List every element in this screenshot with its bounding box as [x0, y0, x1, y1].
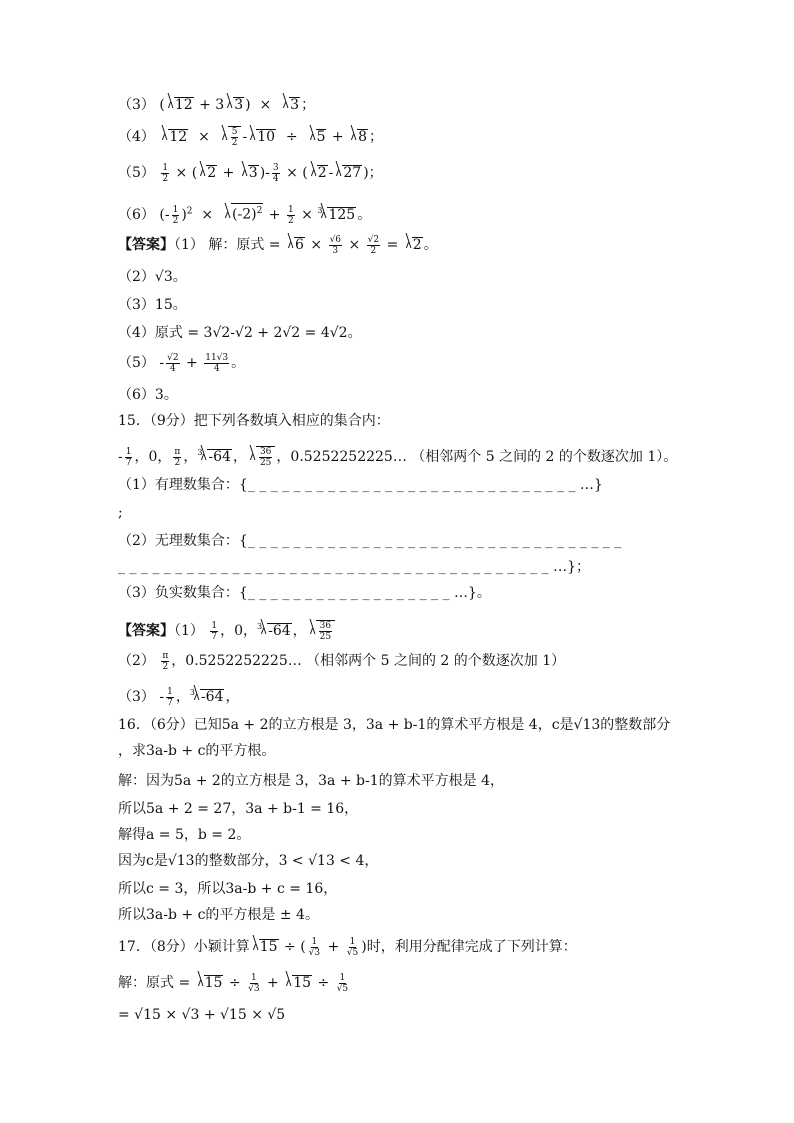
- answer-number: （2）: [118, 269, 155, 285]
- solution-16-step3: 解得a = 5，b = 2。: [118, 827, 251, 843]
- set-number: （1）: [118, 477, 155, 493]
- set-rational: [118, 472, 603, 498]
- answer-text: √3。: [154, 269, 187, 285]
- rational-set-blank[interactable]: _ _ _ _ _ _ _ _ _ _ _ _ _ _ _ _ _ _ _ _ _ _ _ _ _ _ _ _ _ …}: [247, 477, 603, 493]
- solution-16-step4: 因为c是√13的整数部分，3 < √13 < 4，: [118, 853, 379, 869]
- question-15-title: 15．（9分）把下列各数填入相应的集合内：: [118, 413, 390, 429]
- solution-16-step1: 解：因为5a + 2的立方根是 3，3a + b-1的算术平方根是 4，: [118, 773, 504, 789]
- problem-number: （5）: [118, 165, 155, 181]
- answer-15-1: 【答案】（1） $\frac{1}{7}$ ，0，$^3$ -64 ， $\frac{36}{25}$: [118, 614, 336, 640]
- problem-3: （3） ( 12 + 3 3 ) × 3 ；: [118, 92, 315, 118]
- problem-number: （6）: [118, 207, 155, 223]
- set-irrational-cont[interactable]: _ _ _ _ _ _ _ _ _ _ _ _ _ _ _ _ _ _ _ _ _ _ _ _ _ _ _ _ _ _ _ _ _ _ _ _ _ _ …}；: [118, 559, 591, 575]
- problem-5: （5） $\frac{1}{2}$ × ( 2 + 3 )- $\frac{3}{4}$ × ( 2 - 27 )；: [118, 160, 383, 186]
- answer-14-6: [118, 382, 178, 408]
- problem-number: （4）: [118, 129, 155, 145]
- solution-16-step5: 所以c = 3，所以3a-b + c = 16，: [118, 881, 338, 897]
- answer-14-4: [118, 320, 362, 346]
- solution-17-step1: 解：原式 = 15 ÷ $\frac{1}{√3}$ + 15 ÷ $\frac{1}{√5}$: [118, 970, 351, 996]
- set-label: 无理数集合：{: [154, 533, 248, 549]
- answer-14-1: 【答案】（1） 解：原式 = 6 × $\frac{√6}{3}$ × $\frac{√2}{2}$ = 2 。: [118, 232, 438, 258]
- solution-text: 解：原式 =: [118, 975, 191, 991]
- numbers-tail: 0.5252252225… （相邻两个 5 之间的 2 的个数逐次加 1）。: [290, 449, 678, 465]
- solution-16-step6: 所以3a-b + c的平方根是 ± 4。: [118, 907, 319, 923]
- solution-16-step2: 所以5a + 2 = 27，3a + b-1 = 16，: [118, 801, 359, 817]
- answer-14-2: [118, 264, 187, 290]
- answer-14-5: （5） - $\frac{√2}{4}$ + $\frac{11√3}{4}$ 。: [118, 350, 245, 376]
- answer-text: （1） 解：原式 =: [174, 237, 281, 253]
- set-number: （3）: [118, 585, 155, 601]
- question-16-line2: ，求3a-b + c的平方根。: [118, 743, 276, 759]
- problem-4: （4） 12 × $\frac{5}{2}$ - 10 ÷ 5 + 8 ；: [118, 124, 383, 150]
- answer-text: 0.5252252225… （相邻两个 5 之间的 2 的个数逐次加 1）: [185, 653, 566, 669]
- answer-number: （3）: [118, 689, 155, 705]
- irrational-set-blank[interactable]: _ _ _ _ _ _ _ _ _ _ _ _ _ _ _ _ _ _ _ _ _ _ _ _ _ _ _ _ _ _ _ _ _: [247, 533, 622, 549]
- set-negative: [118, 580, 491, 606]
- set-irrational: [118, 528, 621, 554]
- answer-number: （5）: [118, 355, 155, 371]
- answer-number: （6）: [118, 387, 155, 403]
- question-15-numbers: - $\frac{1}{7}$ ，0， $\frac{\pi}{2}$ ，$^3$ -64 ， $\frac{36}{25}$ ，0.5252252225… （相邻两个 5 之间的 2 的个数逐次加 1）。: [118, 440, 677, 466]
- set-label: 有理数集合：{: [154, 477, 248, 493]
- question-16-line1: 16．（6分）已知5a + 2的立方根是 3，3a + b-1的算术平方根是 4，c是√13的整数部分: [118, 717, 671, 733]
- answer-15-2: （2） $\frac{\pi}{2}$ ，0.5252252225… （相邻两个 5 之间的 2 的个数逐次加 1）: [118, 648, 565, 674]
- answer-label: 【答案】: [118, 237, 174, 253]
- question-text: 时，利用分配律完成了下列计算：: [366, 939, 577, 955]
- answer-number: （1）: [174, 623, 204, 639]
- answer-text: 原式 = 3√2-√2 + 2√2 = 4√2。: [154, 325, 362, 341]
- answer-text: 15。: [154, 297, 187, 313]
- answer-number: （2）: [118, 653, 155, 669]
- problem-number: （3）: [118, 97, 155, 113]
- answer-14-3: [118, 292, 187, 318]
- answer-text: 3。: [154, 387, 178, 403]
- problem-6: （6） (- $\frac{1}{2}$ )$^2 \times (-2)^2$ + $\frac{1}{2}$ × $^3$ 125 。: [118, 198, 371, 224]
- set-number: （2）: [118, 533, 155, 549]
- answer-label: 【答案】: [118, 623, 174, 639]
- question-text: 17．（8分）小颖计算: [118, 939, 250, 955]
- negative-set-blank[interactable]: _ _ _ _ _ _ _ _ _ _ _ _ _ _ _ _ _ _ …}。: [247, 585, 491, 601]
- answer-number: （4）: [118, 325, 155, 341]
- answer-15-3: （3） - $\frac{1}{7}$ ，$^3$ -64 ，: [118, 680, 239, 706]
- set-label: 负实数集合：{: [154, 585, 248, 601]
- solution-17-step2: = √15 × √3 + √15 × √5: [118, 1007, 286, 1023]
- answer-number: （3）: [118, 297, 155, 313]
- set-rational-cont: ;: [118, 505, 123, 521]
- question-17-line1: 17．（8分）小颖计算 15 ÷ ( $\frac{1}{√3}$ + $\frac{1}{√5}$ )时，利用分配律完成了下列计算：: [118, 934, 577, 960]
